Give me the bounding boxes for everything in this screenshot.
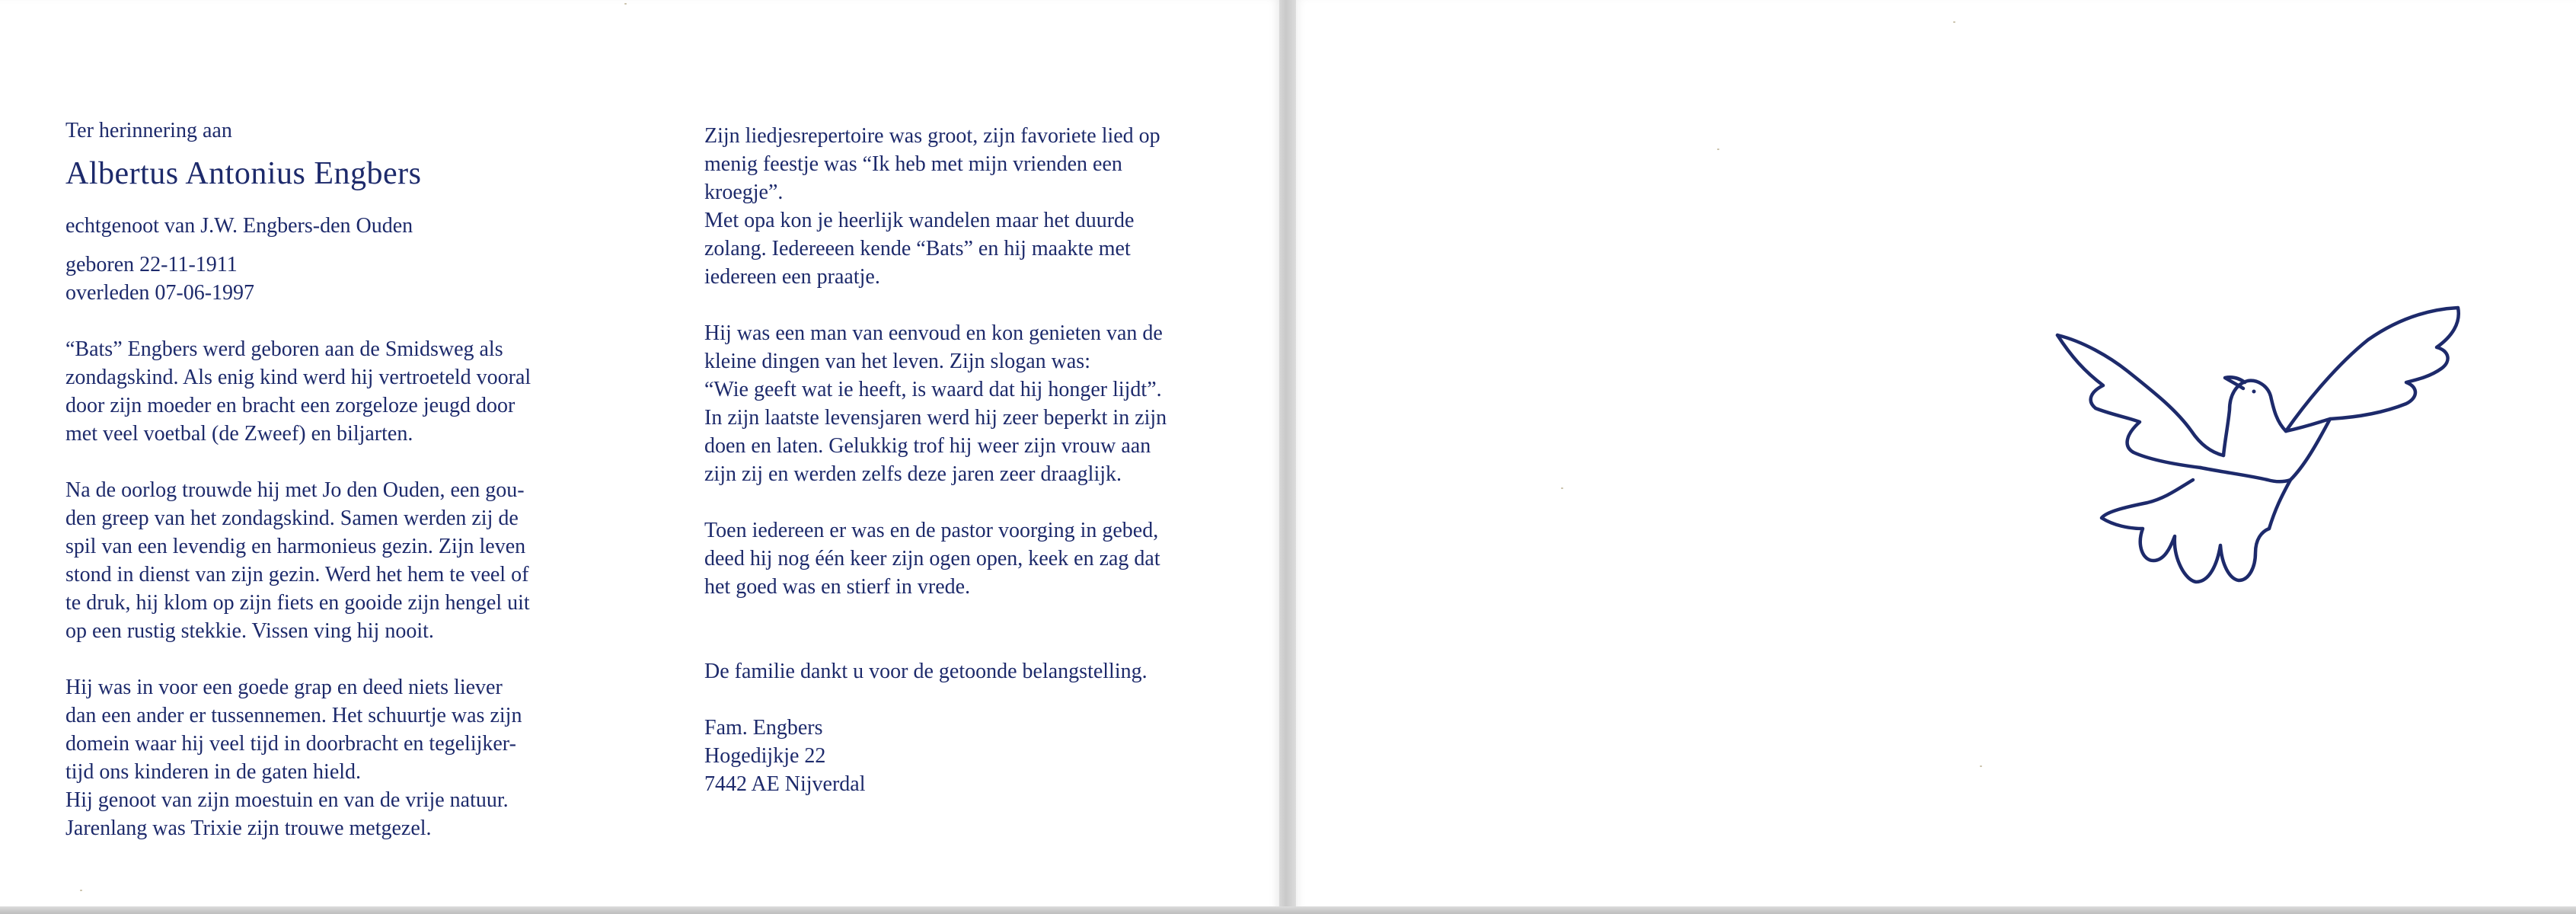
text-line: stond in dienst van zijn gezin. Werd het hem te veel of xyxy=(65,563,529,586)
text-line: “Bats” Engbers werd geboren aan de Smidsweg als xyxy=(65,337,503,361)
text-line: kroegje”. xyxy=(704,181,784,204)
thanks-line xyxy=(704,657,1237,686)
dove-tail xyxy=(2102,480,2269,582)
family-name: Fam. Engbers xyxy=(704,716,823,740)
scan-speck xyxy=(624,3,627,5)
intro-text: Ter herinnering aan xyxy=(65,119,232,142)
text-line: Zijn liedjesrepertoire was groot, zijn favoriete lied op xyxy=(704,124,1160,148)
text-line: zolang. Iedereeen kende “Bats” en hij maakte met xyxy=(704,237,1131,260)
family-address xyxy=(704,714,1237,798)
dove-left-wing xyxy=(2057,335,2223,455)
scan-speck xyxy=(1980,765,1982,767)
spouse-line: echtgenoot van J.W. Engbers-den Ouden xyxy=(65,214,413,238)
scan-bottom-edge xyxy=(0,906,2576,914)
text-line: Hij was een man van eenvoud en kon genieten van de xyxy=(704,321,1163,345)
postal-city: 7442 AE Nijverdal xyxy=(704,772,866,796)
text-line: te druk, hij klom op zijn fiets en gooide zijn hengel uit xyxy=(65,591,530,615)
text-line: spil van een levendig en harmonieus gezin. Zijn leven xyxy=(65,535,526,558)
text-line: zondagskind. Als enig kind werd hij vertroeteld vooral xyxy=(65,366,531,389)
text-line: Met opa kon je heerlijk wandelen maar het duurde xyxy=(704,209,1135,232)
text-line: dan een ander er tussennemen. Het schuurtje was zijn xyxy=(65,704,522,727)
right-text-column xyxy=(704,122,1237,798)
thanks-text: De familie dankt u voor de getoonde belangstelling. xyxy=(704,660,1148,683)
text-line: Jarenlang was Trixie zijn trouwe metgezel. xyxy=(65,817,432,840)
dove-icon xyxy=(2048,303,2475,631)
paragraph-simplicity xyxy=(704,319,1237,488)
street-address: Hogedijkje 22 xyxy=(704,744,826,768)
birth-date: geboren 22-11-1911 xyxy=(65,253,238,276)
scan-speck xyxy=(1717,149,1719,150)
text-line: Toen iedereen er was en de pastor voorging in gebed, xyxy=(704,519,1159,542)
death-date: overleden 07-06-1997 xyxy=(65,281,255,305)
paragraph-character xyxy=(65,673,599,842)
text-line: met veel voetbal (de Zweef) en biljarten. xyxy=(65,422,413,446)
dove-right-wing-inner xyxy=(2286,419,2330,480)
card-fold xyxy=(1279,0,1296,914)
dove-right-wing xyxy=(2286,308,2459,431)
paragraph-youth xyxy=(65,335,599,448)
text-line: op een rustig stekkie. Vissen ving hij nooit. xyxy=(65,619,434,643)
paragraph-songs xyxy=(704,122,1237,291)
text-line: Hij was in voor een goede grap en deed niets liever xyxy=(65,676,503,699)
scan-speck xyxy=(1561,487,1563,489)
text-line: deed hij nog één keer zijn ogen open, keek en zag dat xyxy=(704,547,1160,570)
text-line: zijn zij en werden zelfs deze jaren zeer draaglijk. xyxy=(704,462,1122,486)
text-line: “Wie geeft wat ie heeft, is waard dat hij honger lijdt”. xyxy=(704,378,1162,401)
dove-body xyxy=(2201,468,2290,529)
scan-speck xyxy=(80,890,82,891)
text-line: Hij genoot van zijn moestuin en van de vrije natuur. xyxy=(65,788,509,812)
life-dates xyxy=(65,251,599,307)
text-line: In zijn laatste levensjaren werd hij zeer beperkt in zijn xyxy=(704,406,1167,430)
paragraph-passing xyxy=(704,516,1237,601)
dove-left-wing-lower xyxy=(2057,335,2201,468)
paragraph-family xyxy=(65,476,599,645)
text-line: door zijn moeder en bracht een zorgeloze jeugd door xyxy=(65,394,516,417)
text-line: Na de oorlog trouwde hij met Jo den Ouden, een gou- xyxy=(65,478,525,502)
text-line: het goed was en stierf in vrede. xyxy=(704,575,971,599)
text-line: domein waar hij veel tijd in doorbracht en tegelijker- xyxy=(65,732,516,756)
dove-eye xyxy=(2252,390,2256,394)
text-line: iedereen een praatje. xyxy=(704,265,880,289)
text-line: tijd ons kinderen in de gaten hield. xyxy=(65,760,362,784)
text-line: kleine dingen van het leven. Zijn slogan was: xyxy=(704,350,1090,373)
text-line: menig feestje was “Ik heb met mijn vrienden een xyxy=(704,152,1122,176)
left-text-column xyxy=(65,117,599,842)
deceased-name: Albertus Antonius Engbers xyxy=(65,156,422,191)
text-line: den greep van het zondagskind. Samen werden zij de xyxy=(65,507,519,530)
scan-speck xyxy=(1953,21,1955,23)
text-line: doen en laten. Gelukkig trof hij weer zijn vrouw aan xyxy=(704,434,1151,458)
